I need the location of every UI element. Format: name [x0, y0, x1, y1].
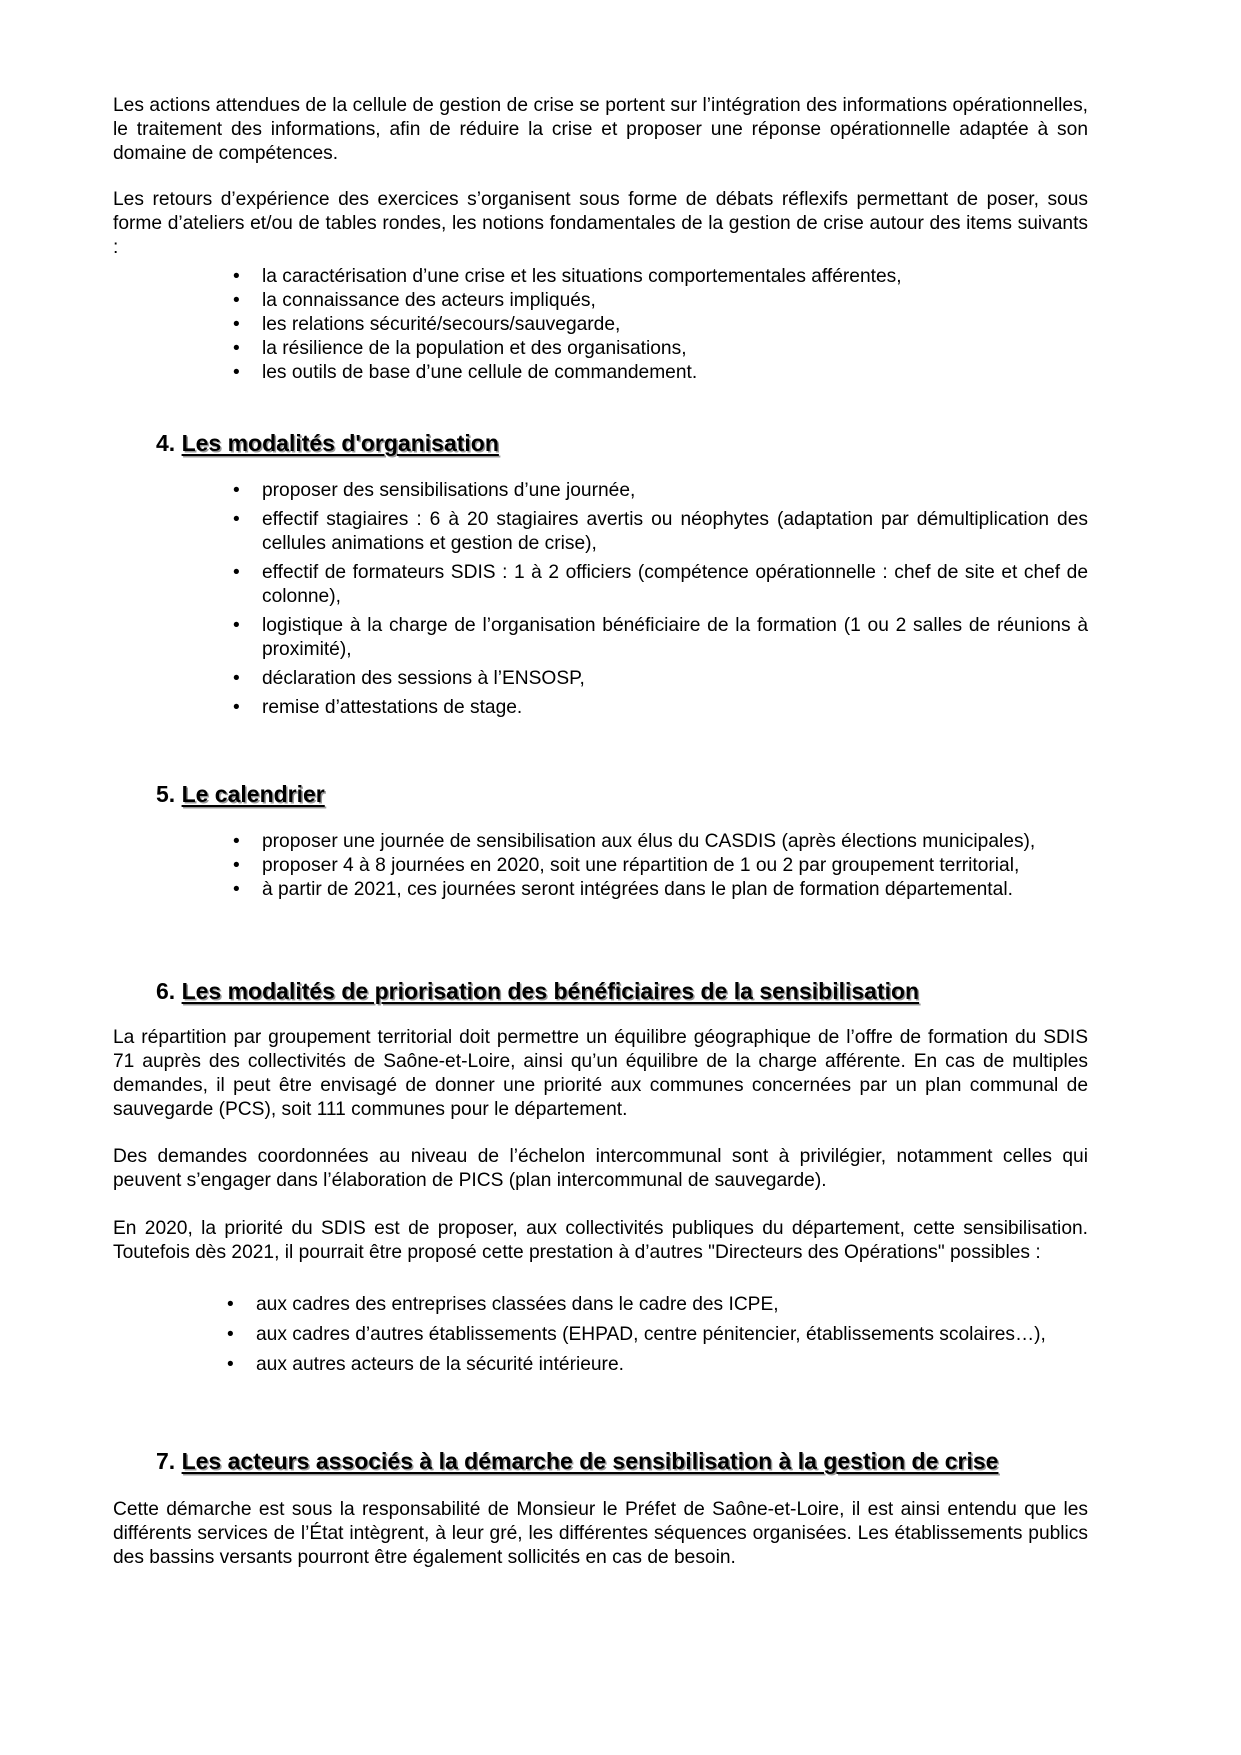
list-item: • les outils de base d’une cellule de commandement.: [233, 361, 993, 385]
section-5-bullet-list: [233, 830, 1088, 902]
section-6-paragraph-2: Des demandes coordonnées au niveau de l’échelon intercommunal sont à privilégier, notamment celles qui peuvent s’engager dans l’élaboration de PICS (plan intercommunal de sauvegarde).: [113, 1146, 1088, 1191]
list-item: • aux cadres des entreprises classées dans le cadre des ICPE,: [227, 1293, 1088, 1317]
section-number: 4.: [156, 430, 176, 456]
section-7-heading: [156, 1447, 998, 1475]
section-title: Le calendrier: [181, 781, 325, 807]
section-number: 6.: [156, 978, 176, 1004]
section-4-heading: [156, 429, 499, 457]
section-number: 7.: [156, 1448, 176, 1474]
section-title: Les modalités d'organisation: [181, 430, 499, 456]
section-number: 5.: [156, 781, 176, 807]
list-item: • la caractérisation d’une crise et les situations comportementales afférentes,: [233, 265, 993, 289]
section-5-heading: [156, 780, 325, 808]
section-6-bullet-list: [227, 1293, 1088, 1377]
list-item: • proposer 4 à 8 journées en 2020, soit une répartition de 1 ou 2 par groupement territorial,: [233, 854, 1088, 878]
list-item: • effectif stagiaires : 6 à 20 stagiaires avertis ou néophytes (adaptation par démultiplication des cellules animations et gestion de crise),: [233, 508, 1088, 556]
intro-paragraph-2: Les retours d’expérience des exercices s’organisent sous forme de débats réflexifs permettant de poser, sous forme d’ateliers et/ou de tables rondes, les notions fondamentales de la gestion de crise autour des items suivants :: [113, 189, 1088, 258]
section-title: Les acteurs associés à la démarche de sensibilisation à la gestion de crise: [181, 1448, 999, 1474]
list-item: • effectif de formateurs SDIS : 1 à 2 officiers (compétence opérationnelle : chef de site et chef de colonne),: [233, 561, 1088, 609]
list-item: • remise d’attestations de stage.: [233, 696, 1088, 720]
intro-bullet-list: [233, 265, 993, 385]
list-item: • aux autres acteurs de la sécurité intérieure.: [227, 1353, 1088, 1377]
section-4-bullet-list: [233, 479, 1088, 720]
section-6-paragraph-3: En 2020, la priorité du SDIS est de proposer, aux collectivités publiques du département, cette sensibilisation. Toutefois dès 2021, il pourrait être proposé cette prestation à d’autres "Directeurs des Opérations" possibles :: [113, 1218, 1088, 1263]
intro-paragraph-1: Les actions attendues de la cellule de gestion de crise se portent sur l’intégration des informations opérationnelles, le traitement des informations, afin de réduire la crise et proposer une réponse opérationnelle adaptée à son domaine de compétences.: [113, 95, 1088, 164]
list-item: • la connaissance des acteurs impliqués,: [233, 289, 993, 313]
section-6-paragraph-1: La répartition par groupement territorial doit permettre un équilibre géographique de l’offre de formation du SDIS 71 auprès des collectivités de Saône-et-Loire, ainsi qu’un équilibre de la charge afférente. En cas de multiples demandes, il peut être envisagé de donner une priorité aux communes concernées par un plan communal de sauvegarde (PCS), soit 111 communes pour le département.: [113, 1027, 1088, 1120]
list-item: • à partir de 2021, ces journées seront intégrées dans le plan de formation départemental.: [233, 878, 1088, 902]
list-item: • la résilience de la population et des organisations,: [233, 337, 993, 361]
list-item: • proposer une journée de sensibilisation aux élus du CASDIS (après élections municipales),: [233, 830, 1088, 854]
list-item: • les relations sécurité/secours/sauvegarde,: [233, 313, 993, 337]
list-item: • logistique à la charge de l’organisation bénéficiaire de la formation (1 ou 2 salles de réunions à proximité),: [233, 614, 1088, 662]
list-item: • proposer des sensibilisations d’une journée,: [233, 479, 1088, 503]
list-item: • aux cadres d’autres établissements (EHPAD, centre pénitencier, établissements scolaires…),: [227, 1323, 1088, 1347]
section-title: Les modalités de priorisation des bénéficiaires de la sensibilisation: [181, 978, 920, 1004]
list-item: • déclaration des sessions à l’ENSOSP,: [233, 667, 1088, 691]
section-6-heading: [156, 977, 919, 1005]
section-7-paragraph: Cette démarche est sous la responsabilité de Monsieur le Préfet de Saône-et-Loire, il est ainsi entendu que les différents services de l’État intègrent, à leur gré, les différentes séquences organisées. Les établissements publics des bassins versants pourront être également sollicités en cas de besoin.: [113, 1499, 1088, 1568]
